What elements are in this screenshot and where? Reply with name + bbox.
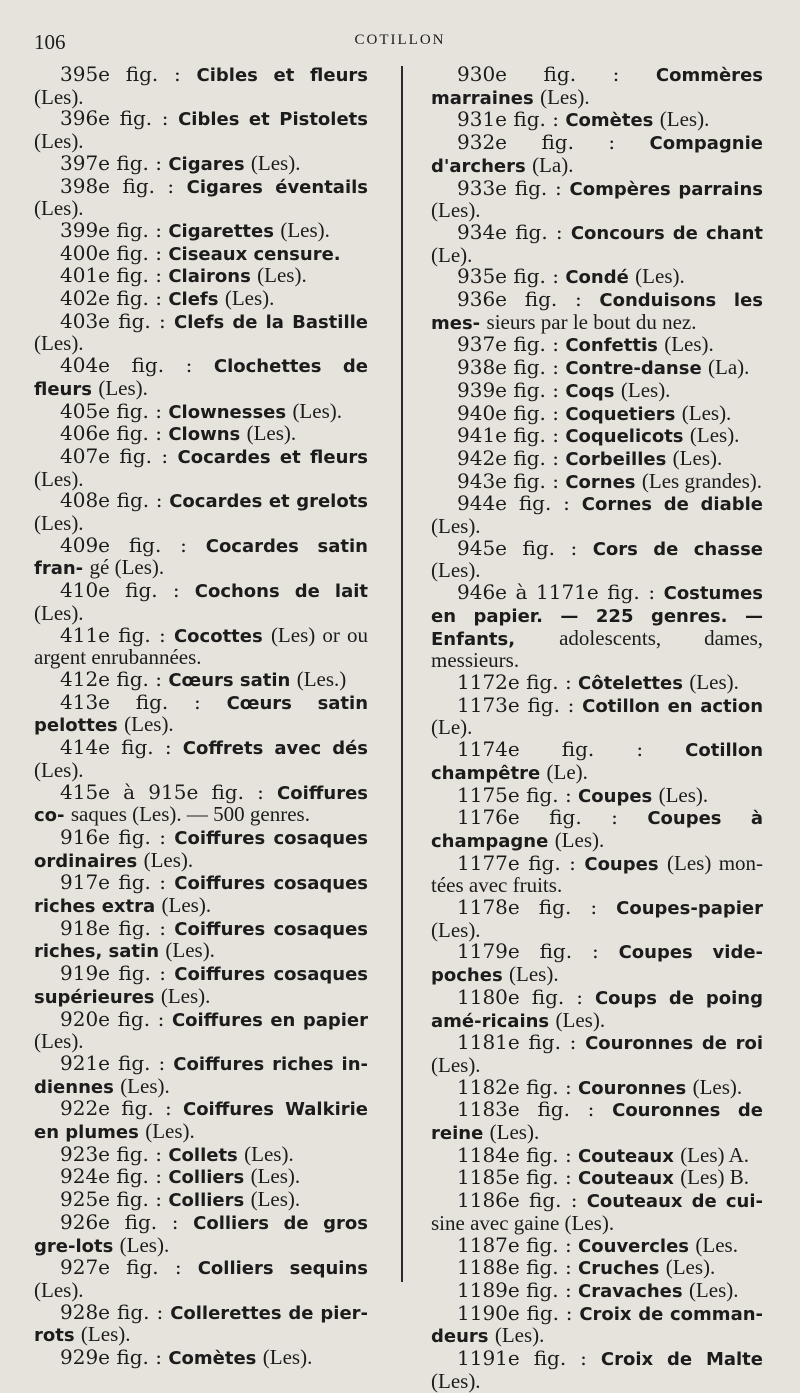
figure-number: 941e fig. : (457, 423, 559, 448)
figure-title: Collets (168, 1144, 238, 1166)
figure-number: 402e fig. : (60, 286, 162, 311)
index-entry (431, 1167, 763, 1190)
figure-number: 1180e fig. : (457, 984, 583, 1009)
index-entry (34, 1098, 368, 1143)
index-entry (34, 580, 368, 624)
index-entry (431, 425, 763, 448)
index-entry (431, 1190, 763, 1234)
figure-title: Coquelicots (565, 426, 684, 448)
figure-suffix: (Les). (431, 514, 481, 539)
figure-number: 1189e fig. : (457, 1277, 572, 1302)
figure-title: Coffrets avec dés (182, 738, 369, 760)
figure-suffix: (Les). (620, 377, 671, 402)
figure-title: Coupes vide-poches (431, 942, 764, 987)
figure-number: 1175e fig. : (457, 782, 572, 807)
figure-title: Cœurs satin pelottes (34, 692, 369, 737)
index-entry (34, 737, 368, 781)
figure-number: 919e fig. : (60, 961, 166, 986)
index-entry (34, 824, 368, 872)
index-entry (34, 622, 368, 670)
index-entry (34, 779, 368, 827)
figure-number: 930e fig. : (457, 62, 620, 86)
figure-title: Collerettes de pier-rots (34, 1302, 369, 1347)
figure-title: Coqs (565, 380, 615, 402)
figure-title: Costumes en papier. — 225 genres. — Enfants, (431, 583, 763, 650)
page-number: 106 (34, 30, 66, 54)
figure-suffix: (Les). (540, 84, 590, 109)
figure-number: 931e fig. : (457, 107, 559, 132)
figure-number: 1185e fig. : (457, 1165, 572, 1190)
figure-suffix: (Les). (34, 1029, 84, 1054)
index-entry (431, 850, 764, 898)
left-column (34, 64, 368, 1370)
figure-number: 1178e fig. : (457, 895, 598, 920)
figure-number: 921e fig. : (60, 1050, 166, 1075)
figure-title: Coupes (578, 785, 653, 807)
figure-number: 411e fig. : (60, 622, 166, 647)
index-entry (34, 490, 368, 534)
figure-suffix: gé (Les). (89, 555, 165, 580)
index-entry (431, 782, 763, 808)
figure-number: 395e fig. : (60, 62, 181, 86)
figure-number: 406e fig. : (60, 421, 162, 446)
figure-title: Couteaux de cui- (586, 1191, 764, 1213)
figure-number: 400e fig. : (60, 240, 162, 265)
index-entry (34, 1299, 369, 1347)
index-entry (34, 355, 368, 400)
figure-title: Colliers (168, 1167, 245, 1189)
figure-suffix: (Le). (546, 759, 588, 784)
figure-number: 920e fig. : (60, 1006, 165, 1031)
figure-suffix: (Les). (509, 962, 559, 987)
figure-number: 946e à 1171e fig. : (457, 580, 656, 605)
index-entry (431, 984, 763, 1032)
figure-number: 412e fig. : (60, 666, 162, 691)
figure-title: Clefs de la Bastille (174, 311, 369, 333)
index-entry (431, 334, 763, 357)
figure-suffix: (Les). (244, 1141, 294, 1166)
figure-number: 414e fig. : (60, 735, 172, 760)
figure-suffix: (Les). (34, 466, 84, 491)
figure-number: 398e fig. : (60, 173, 175, 198)
figure-title: Compagnie d'archers (431, 133, 763, 177)
index-entry (34, 217, 368, 243)
index-entry (34, 963, 368, 1008)
figure-suffix: (Les). (34, 600, 84, 625)
index-entry (431, 493, 763, 537)
figure-title: Contre-danse (565, 358, 702, 380)
figure-number: 408e fig. : (60, 488, 163, 513)
figure-suffix: (Les). (257, 263, 307, 288)
figure-suffix: (Les). (34, 1277, 84, 1302)
figure-title: Ciseaux censure. (168, 243, 341, 265)
figure-title: Clownesses (168, 401, 287, 423)
index-entry (34, 1347, 368, 1370)
figure-title: Coiffures cosaques supérieures (34, 964, 368, 1008)
index-entry (431, 1300, 763, 1348)
figure-number: 918e fig. : (60, 915, 166, 940)
figure-title: Colliers sequins (197, 1258, 368, 1280)
figure-title: Clairons (168, 266, 251, 288)
index-entry (34, 1189, 368, 1212)
figure-suffix: (Les). (250, 1187, 301, 1212)
figure-suffix: (Les). (494, 1323, 545, 1348)
figure-number: 399e fig. : (60, 217, 162, 242)
figure-title: Couronnes de reine (431, 1100, 764, 1145)
figure-suffix: (Les). (672, 445, 723, 470)
figure-suffix: (Les). (161, 893, 212, 918)
index-entry (431, 1099, 763, 1144)
index-entry (34, 1209, 369, 1257)
index-entry (34, 1257, 368, 1301)
figure-number: 403e fig. : (60, 308, 166, 333)
index-entry (431, 1032, 763, 1076)
figure-title: Cocardes et fleurs (177, 446, 368, 468)
figure-number: 944e fig. : (457, 491, 570, 516)
figure-number: 928e fig. : (60, 1299, 164, 1324)
figure-number: 413e fig. : (60, 689, 201, 714)
figure-title: Cœurs satin (168, 669, 291, 691)
figure-suffix: (La). (532, 152, 574, 177)
figure-number: 937e fig. : (457, 332, 559, 357)
figure-number: 1188e fig. : (457, 1255, 572, 1280)
figure-number: 404e fig. : (60, 353, 193, 378)
figure-suffix: sine avec gaine (Les). (431, 1210, 615, 1235)
figure-number: 1173e fig. : (457, 692, 575, 717)
figure-title: Concours de chant (570, 222, 764, 244)
index-entry (34, 173, 369, 221)
figure-title: Compères parrains (569, 178, 764, 200)
index-entry (431, 219, 764, 267)
figure-title: Couvercles (578, 1235, 690, 1257)
figure-title: Coquetiers (565, 403, 676, 425)
figure-title: Cibles et Pistolets (178, 109, 368, 131)
figure-number: 415e à 915e fig. : (60, 779, 264, 804)
figure-title: Coiffures co- (34, 782, 368, 827)
index-entry (34, 108, 368, 152)
figure-suffix: saques (Les). — 500 genres. (70, 802, 310, 827)
figure-suffix: (Les). (431, 1052, 481, 1077)
figure-number: 940e fig. : (457, 400, 559, 425)
figure-title: Coiffures riches in-diennes (34, 1053, 368, 1098)
figure-suffix: (Les). (635, 264, 685, 289)
figure-number: 1176e fig. : (457, 805, 618, 830)
figure-suffix: (Les). (262, 1345, 313, 1370)
figure-suffix: (Les). (688, 1277, 739, 1302)
index-entry (431, 1348, 763, 1392)
figure-suffix: (Les). (292, 398, 342, 423)
figure-suffix: (Les). (555, 1007, 606, 1032)
figure-suffix: (Les). (98, 375, 148, 400)
figure-number: 397e fig. : (60, 150, 162, 175)
figure-suffix: (La). (708, 355, 750, 380)
figure-number: 407e fig. : (60, 443, 169, 468)
index-entry (34, 398, 368, 424)
figure-suffix: (Les grandes). (641, 468, 763, 493)
figure-number: 401e fig. : (60, 263, 162, 288)
figure-suffix: (Les). (34, 511, 84, 536)
figure-suffix: (Les). (692, 1074, 743, 1099)
figure-number: 929e fig. : (60, 1345, 162, 1370)
figure-title: Colliers de gros gre-lots (34, 1212, 369, 1257)
index-entry (431, 468, 763, 494)
figure-title: Clefs (168, 289, 219, 311)
index-entry (431, 1232, 763, 1258)
figure-suffix: (Les). (119, 1232, 170, 1257)
figure-suffix: (Les). (120, 1073, 170, 1098)
figure-title: Cotillon en action (582, 695, 764, 717)
index-entry (34, 1006, 369, 1054)
figure-number: 396e fig. : (60, 106, 169, 131)
figure-number: 917e fig. : (60, 870, 166, 895)
figure-number: 916e fig. : (60, 824, 166, 849)
figure-number: 1184e fig. : (457, 1142, 572, 1167)
figure-suffix: (Les). (431, 917, 481, 942)
index-entry (431, 1257, 763, 1280)
figure-suffix: (Les) mon-tées avec fruits. (431, 850, 764, 898)
figure-number: 1174e fig. : (457, 737, 644, 762)
figure-suffix: (Les) or ou argent enrubannées. (34, 622, 368, 670)
index-entry (431, 445, 763, 471)
figure-title: Cocardes et grelots (169, 491, 369, 513)
index-entry (431, 357, 763, 380)
figure-suffix: (Les). (34, 84, 84, 109)
figure-title: Croix de Malte (600, 1349, 763, 1371)
figure-suffix: (Le). (431, 242, 473, 267)
figure-suffix: (Les). (34, 129, 84, 154)
index-entry (431, 400, 763, 426)
figure-number: 933e fig. : (457, 175, 562, 200)
figure-title: Coupes (584, 853, 659, 875)
figure-suffix: (Les). (165, 938, 215, 963)
figure-number: 922e fig. : (60, 1096, 172, 1121)
figure-title: Coupes-papier (616, 898, 763, 920)
figure-number: 1186e fig. : (457, 1188, 578, 1213)
figure-suffix: (Les). (665, 1255, 716, 1280)
figure-suffix: sieurs par le bout du nez. (486, 309, 697, 334)
figure-title: Cigarettes (168, 220, 274, 242)
figure-title: Couronnes de roi (585, 1033, 763, 1055)
figure-suffix: (Les) B. (680, 1165, 750, 1190)
index-entry (34, 666, 368, 692)
figure-suffix: (Les). (250, 150, 301, 175)
figure-number: 936e fig. : (457, 287, 582, 312)
index-entry (34, 150, 368, 176)
figure-title: Cibles et fleurs (196, 65, 368, 86)
figure-number: 925e fig. : (60, 1187, 162, 1212)
figure-title: Colliers (168, 1190, 245, 1212)
index-entry (431, 289, 763, 334)
figure-suffix: (Les). (431, 1368, 481, 1393)
figure-title: Cocardes satin fran- (34, 535, 368, 580)
index-entry (431, 132, 763, 177)
index-entry (34, 64, 368, 108)
figure-number: 405e fig. : (60, 398, 162, 423)
figure-number: 927e fig. : (60, 1255, 182, 1280)
figure-number: 945e fig. : (457, 535, 578, 560)
figure-number: 939e fig. : (457, 377, 559, 402)
index-entry (431, 1142, 763, 1168)
figure-number: 923e fig. : (60, 1141, 162, 1166)
index-entry (431, 64, 763, 109)
index-entry (34, 1050, 368, 1098)
index-entry (431, 1277, 763, 1303)
figure-suffix: (Les). (689, 423, 740, 448)
figure-suffix: (Les). (124, 712, 174, 737)
figure-suffix: adolescents, dames, messieurs. (431, 625, 763, 673)
figure-number: 1172e fig. : (457, 669, 572, 694)
figure-title: Cigares éventails (186, 176, 369, 198)
figure-title: Comètes (565, 110, 654, 132)
figure-title: Cruches (578, 1258, 660, 1280)
figure-suffix: (Les). (145, 1119, 195, 1144)
index-entry (431, 807, 763, 852)
figure-number: 942e fig. : (457, 445, 559, 470)
figure-title: Clochettes de fleurs (34, 356, 369, 400)
figure-title: Conduisons les mes- (431, 290, 763, 334)
figure-title: Coiffures cosaques riches extra (34, 873, 368, 918)
figure-title: Couteaux (578, 1145, 674, 1167)
figure-title: Coiffures cosaques riches, satin (34, 918, 368, 963)
index-entry (431, 897, 763, 941)
figure-suffix: (Les). (280, 217, 330, 242)
figure-number: 1181e fig. : (457, 1030, 577, 1055)
figure-title: Corbeilles (565, 448, 667, 470)
column-divider (401, 66, 403, 1282)
index-entry (431, 739, 763, 784)
figure-title: Confettis (565, 335, 658, 357)
figure-number: 934e fig. : (457, 219, 563, 244)
figure-suffix: (Les) A. (680, 1142, 750, 1167)
figure-suffix: (Les). (246, 421, 297, 446)
figure-suffix: (Les). (143, 847, 194, 872)
figure-title: Cochons de lait (194, 581, 369, 603)
figure-suffix: (Les). (489, 1120, 540, 1145)
figure-title: Croix de comman-deurs (431, 1303, 763, 1348)
figure-title: Coiffures Walkirie en plumes (34, 1099, 368, 1144)
index-entry (34, 915, 368, 963)
figure-title: Coiffures cosaques ordinaires (34, 827, 368, 872)
index-entry (34, 1166, 368, 1189)
figure-suffix: (Les). (224, 286, 275, 311)
figure-title: Condé (565, 267, 629, 289)
figure-number: 1177e fig. : (457, 850, 576, 875)
index-entry (34, 288, 368, 311)
figure-number: 943e fig. : (457, 468, 559, 493)
figure-suffix: (Les). (160, 983, 211, 1008)
figure-number: 410e fig. : (60, 578, 180, 603)
index-entry (431, 941, 763, 986)
index-entry (34, 1141, 368, 1167)
index-entry (34, 423, 368, 446)
page-header (34, 30, 766, 60)
figure-title: Coiffures en papier (171, 1009, 369, 1031)
figure-suffix: (Les). (689, 669, 739, 694)
figure-title: Cocottes (173, 625, 263, 647)
index-entry (34, 308, 369, 356)
index-entry (431, 582, 763, 672)
figure-title: Comètes (168, 1348, 257, 1370)
figure-suffix: (Les. (695, 1232, 738, 1257)
figure-number: 1187e fig. : (457, 1232, 572, 1257)
figure-title: Coupes à champagne (431, 808, 764, 852)
figure-suffix: (Les). (34, 196, 84, 221)
figure-title: Coups de poing amé-ricains (431, 987, 763, 1032)
figure-title: Cigares (168, 153, 245, 175)
index-entry (34, 240, 368, 266)
figure-suffix: (Les). (250, 1164, 301, 1189)
index-entry (431, 266, 763, 289)
index-entry (34, 872, 368, 917)
figure-number: 938e fig. : (457, 355, 559, 380)
figure-suffix: (Le). (431, 715, 473, 740)
figure-suffix: (Les). (34, 757, 84, 782)
figure-number: 926e fig. : (60, 1209, 179, 1234)
figure-title: Cravaches (578, 1280, 683, 1302)
figure-suffix: (Les). (431, 198, 481, 223)
figure-suffix: (Les). (659, 107, 710, 132)
figure-number: 924e fig. : (60, 1164, 162, 1189)
figure-title: Cors de chasse (592, 538, 764, 560)
figure-number: 1179e fig. : (457, 939, 599, 964)
running-title: COTILLON (354, 32, 446, 48)
figure-title: Côtelettes (578, 672, 683, 694)
figure-title: Commères marraines (431, 65, 763, 109)
index-entry (431, 377, 763, 403)
figure-suffix: (Les). (431, 558, 481, 583)
figure-number: 1182e fig. : (457, 1074, 572, 1099)
figure-suffix: (Les). (34, 331, 84, 356)
figure-number: 932e fig. : (457, 130, 616, 155)
figure-title: Cornes (565, 471, 636, 493)
index-entry (431, 175, 764, 223)
figure-suffix: (Les.) (296, 666, 347, 691)
index-entry (431, 669, 763, 695)
right-column (431, 64, 763, 1392)
figure-number: 1191e fig. : (457, 1346, 587, 1371)
figure-title: Cotillon champêtre (431, 740, 764, 784)
figure-suffix: (Les). (658, 782, 709, 807)
figure-suffix: (Les). (664, 332, 714, 357)
index-entry (431, 109, 763, 132)
figure-number: 1190e fig. : (457, 1300, 573, 1325)
figure-number: 935e fig. : (457, 264, 559, 289)
figure-suffix: (Les). (554, 827, 605, 852)
figure-title: Clowns (168, 424, 241, 446)
index-entry (34, 689, 369, 737)
figure-title: Couronnes (578, 1077, 687, 1099)
index-entry (34, 443, 368, 491)
figure-suffix: (Les). (80, 1322, 131, 1347)
index-entry (431, 535, 764, 583)
figure-suffix: (Les). (681, 400, 732, 425)
index-entry (431, 1074, 763, 1100)
figure-title: Couteaux (578, 1168, 674, 1190)
index-entry (34, 265, 368, 288)
index-entry (34, 532, 368, 580)
index-entry (431, 692, 764, 740)
figure-title: Cornes de diable (581, 494, 764, 516)
figure-number: 409e fig. : (60, 532, 187, 557)
figure-number: 1183e fig. : (457, 1097, 595, 1122)
